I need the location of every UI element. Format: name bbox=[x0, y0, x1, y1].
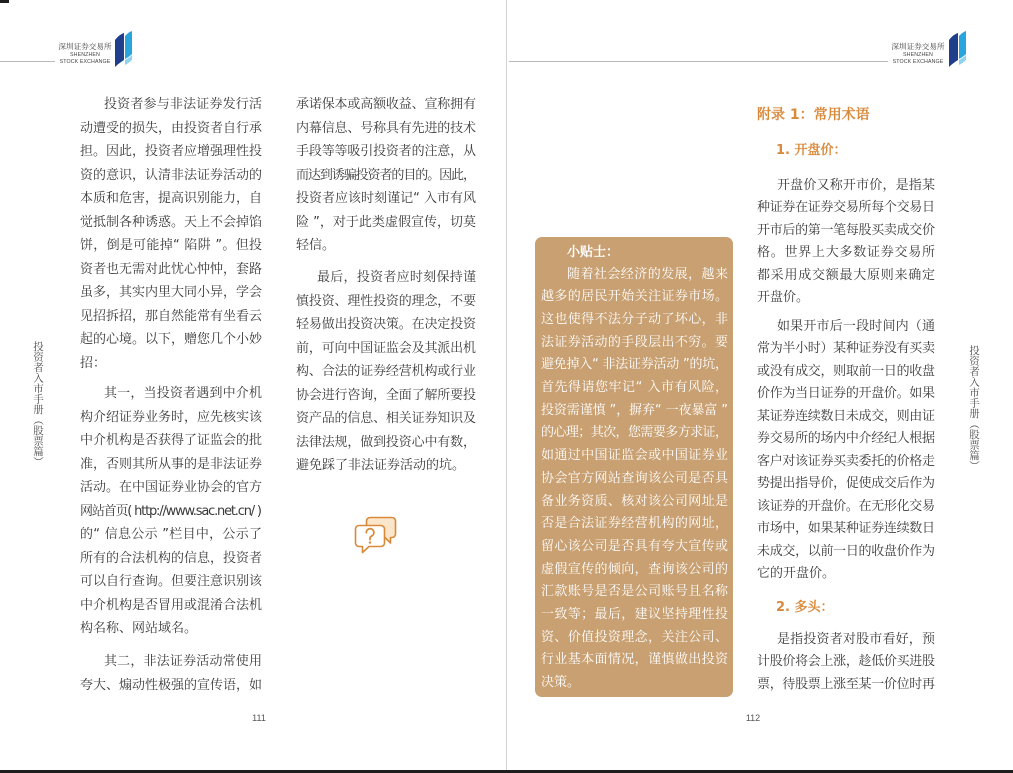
text-line: 或没有成交，则取前一日的收盘 bbox=[757, 363, 935, 379]
speech-bubble-question-icon bbox=[354, 515, 398, 555]
text-line: 随着社会经济的发展，越来 bbox=[567, 266, 729, 282]
text-line: 开盘价又称开市价，是指某 bbox=[777, 177, 936, 193]
text-line: 汇款账号是否是公司账号且名称 bbox=[541, 584, 729, 600]
text-line: 所有的合法机构的信息，投资者 bbox=[80, 550, 262, 566]
text-line: 法律法规，做到投资心中有数， bbox=[296, 434, 476, 450]
text-line: 常为半小时）某种证券没有买卖 bbox=[757, 341, 935, 357]
page-number-right: 112 bbox=[745, 713, 761, 723]
text-line: 开盘价。 bbox=[757, 290, 810, 306]
logo-chinese-name: 深圳证券交易所 bbox=[891, 42, 945, 51]
term-title: 1. 开盘价： bbox=[776, 142, 847, 158]
text-line: 种证券在证券交易所每个交易日 bbox=[757, 200, 935, 216]
text-line: 都采用成交额最大原则来确定 bbox=[757, 267, 936, 283]
scan-border-corner bbox=[0, 0, 9, 3]
side-running-title-right: 投资者入市手册（股票篇） bbox=[968, 345, 980, 471]
text-line: 这也使得不法分子动了坏心，非 bbox=[541, 312, 729, 328]
text-line: 协会进行咨询，全面了解所要投 bbox=[296, 387, 476, 403]
text-line: 它的开盘价。 bbox=[757, 566, 836, 582]
text-line: 构介绍证券业务时，应先核实该 bbox=[80, 409, 262, 425]
text-line: 构、合法的证券经营机构或行业 bbox=[296, 364, 476, 380]
term1-paragraph-2 bbox=[757, 316, 935, 586]
text-line: 投资需谨慎 ”，摒弃“ 一夜暴富 ” bbox=[541, 402, 728, 418]
szse-logo-icon bbox=[947, 31, 967, 69]
left-col2-paragraph-2 bbox=[296, 266, 476, 478]
logo-english-name-line2: STOCK EXCHANGE bbox=[892, 59, 944, 65]
side-running-title-left: 投资者入市手册（股票篇） bbox=[32, 341, 44, 467]
left-col2-paragraph-1 bbox=[296, 93, 476, 258]
text-line: 网站首页( http://www.sac.net.cn/ ) bbox=[80, 503, 261, 519]
text-line: 可以自行查询。但要注意识别该 bbox=[80, 574, 262, 590]
logo-english-name-line2: STOCK EXCHANGE bbox=[59, 59, 111, 65]
text-line: 其一，当投资者遇到中介机 bbox=[104, 386, 263, 402]
text-line: 慎投资、理性投资的理念，不要 bbox=[296, 293, 476, 309]
text-line: 最后，投资者应时刻保持谨 bbox=[317, 270, 477, 286]
text-line: 投资者应该时刻谨记“ 入市有风 bbox=[296, 191, 477, 207]
text-line: 前，可向中国证监会及其派出机 bbox=[296, 340, 476, 356]
text-line: 未成交，以前一日的收盘价作为 bbox=[757, 543, 935, 559]
text-line: 一致等；最后，建议坚持理性投 bbox=[541, 606, 729, 622]
text-line: 投资者参与非法证券发行活 bbox=[104, 97, 263, 113]
text-line: 其二，非法证券活动常使用 bbox=[104, 654, 263, 670]
text-line: 招： bbox=[80, 355, 107, 371]
text-line: 资的意识，认清非法证券活动的 bbox=[80, 167, 262, 183]
text-line: 法证券活动的手段层出不穷。要 bbox=[541, 334, 729, 350]
left-col1-paragraph-1 bbox=[80, 93, 262, 375]
text-line: 势提出指导价，促使成交后作为 bbox=[757, 476, 935, 492]
text-line: 客户对该证券买卖委托的价格走 bbox=[757, 453, 935, 469]
text-line: 留心该公司是否具有夸大宣传或 bbox=[541, 538, 729, 554]
text-line: 资产品的信息、相关证券知识及 bbox=[296, 411, 476, 427]
szse-logo-icon bbox=[113, 31, 133, 69]
text-line: 首先得请您牢记“ 入市有风险， bbox=[541, 380, 729, 396]
text-line: 夸大、煽动性极强的宣传语，如 bbox=[80, 677, 262, 693]
text-line: 觉抵制各种诱惑。天上不会掉馅 bbox=[80, 214, 262, 230]
text-line: 备业务资质、核对该公司网址是 bbox=[541, 493, 729, 509]
logo-english-name-line1: SHENZHEN bbox=[70, 52, 100, 58]
text-line: 决策。 bbox=[541, 675, 581, 691]
text-line: 行业基本面情况，谨慎做出投资 bbox=[541, 652, 729, 668]
text-line: 是指投资者对股市看好，预 bbox=[777, 631, 936, 647]
text-line: 的心理；其次，您需要多方求证， bbox=[541, 425, 728, 441]
text-line: 协会官方网站查询该公司是否具 bbox=[541, 470, 729, 486]
text-line: 资、价值投资理念，关注公司、 bbox=[541, 629, 729, 645]
text-line: 开市后的第一笔每股买卖成交价 bbox=[757, 222, 935, 238]
text-line: 票，待股票上涨至某一价位时再 bbox=[757, 676, 935, 692]
text-line: 起的心境。以下，赠您几个小妙 bbox=[80, 332, 262, 348]
text-line: 活动。在中国证券业协会的官方 bbox=[80, 480, 262, 496]
text-line: 避免踩了非法证券活动的坑。 bbox=[296, 458, 466, 474]
term2-paragraph-1 bbox=[757, 629, 935, 697]
text-line: 准，否则其所从事的是非法证券 bbox=[80, 456, 262, 472]
tip-title: 小贴士： bbox=[567, 245, 620, 260]
text-line: 虚假宣传的倾向，查询该公司的 bbox=[541, 561, 729, 577]
text-line: 虽多，其实内里大同小异，学会 bbox=[80, 285, 262, 301]
text-line: 否是合法证券经营机构的网址， bbox=[541, 516, 729, 532]
header-logo-text-left bbox=[56, 41, 114, 66]
text-line: 计股价将会上涨，趁低价买进股 bbox=[757, 654, 935, 670]
text-line: 中介机构是否获得了证监会的批 bbox=[80, 433, 262, 449]
text-line: 承诺保本或高额收益、宣称拥有 bbox=[296, 97, 476, 113]
appendix-heading: 附录 1：常用术语 bbox=[757, 107, 870, 123]
text-line: 中介机构是否冒用或混淆合法机 bbox=[80, 597, 262, 613]
text-line: 资者也无需对此忧心忡忡，套路 bbox=[80, 261, 262, 277]
text-line: 如果开市后一段时间内（通 bbox=[777, 318, 936, 334]
text-line: 越多的居民开始关注证券市场。 bbox=[541, 289, 729, 305]
text-line: 某证券连续数日未成交，则由证 bbox=[757, 408, 935, 424]
text-line: 轻信。 bbox=[296, 238, 336, 254]
header-rule-right bbox=[509, 61, 888, 62]
text-line: 担。因此，投资者应增强理性投 bbox=[80, 144, 262, 160]
text-line: 动遭受的损失，由投资者自行承 bbox=[80, 120, 262, 136]
term-title: 2. 多头： bbox=[776, 599, 834, 615]
text-line: 饼，倒是可能掉“ 陷阱 ”。但投 bbox=[80, 238, 263, 254]
tip-body bbox=[541, 264, 728, 695]
text-line: 内幕信息、号称具有先进的技术 bbox=[296, 120, 476, 136]
page-number-left: 111 bbox=[252, 713, 266, 723]
text-line: 的“ 信息公示 ”栏目中，公示了 bbox=[80, 527, 263, 543]
page-gutter-divider bbox=[506, 0, 507, 770]
text-line: 险 ”，对于此类虚假宣传，切莫 bbox=[296, 214, 477, 230]
header-rule-left bbox=[0, 61, 55, 62]
text-line: 见招拆招，那自然能常有坐看云 bbox=[80, 308, 262, 324]
text-line: 格。世界上大多数证券交易所 bbox=[757, 245, 936, 261]
left-col1-paragraph-2 bbox=[80, 382, 262, 641]
left-col1-paragraph-3 bbox=[80, 650, 262, 697]
text-line: 本质和危害，提高识别能力，自 bbox=[80, 191, 262, 207]
text-line: 手段等等吸引投资者的注意，从 bbox=[296, 144, 476, 160]
text-line: 价作为当日证券的开盘价。如果 bbox=[757, 386, 935, 402]
text-line: 该证券的开盘价。在无形化交易 bbox=[757, 498, 935, 514]
text-line: 而达到诱骗投资者的目的。因此， bbox=[296, 167, 475, 183]
text-line: 市场中，如果某种证券连续数日 bbox=[757, 521, 935, 537]
text-line: 如通过中国证监会或中国证券业 bbox=[541, 448, 729, 464]
term1-paragraph-1 bbox=[757, 175, 935, 310]
text-line: 避免掉入“ 非法证券活动 ”的坑， bbox=[541, 357, 728, 373]
logo-chinese-name: 深圳证券交易所 bbox=[58, 42, 112, 51]
text-line: 券交易所的场内中介经纪人根据 bbox=[757, 431, 935, 447]
text-line: 轻易做出投资决策。在决定投资 bbox=[296, 317, 476, 333]
logo-english-name-line1: SHENZHEN bbox=[903, 52, 933, 58]
header-logo-text-right bbox=[889, 41, 947, 66]
text-line: 构名称、网站域名。 bbox=[80, 621, 198, 637]
